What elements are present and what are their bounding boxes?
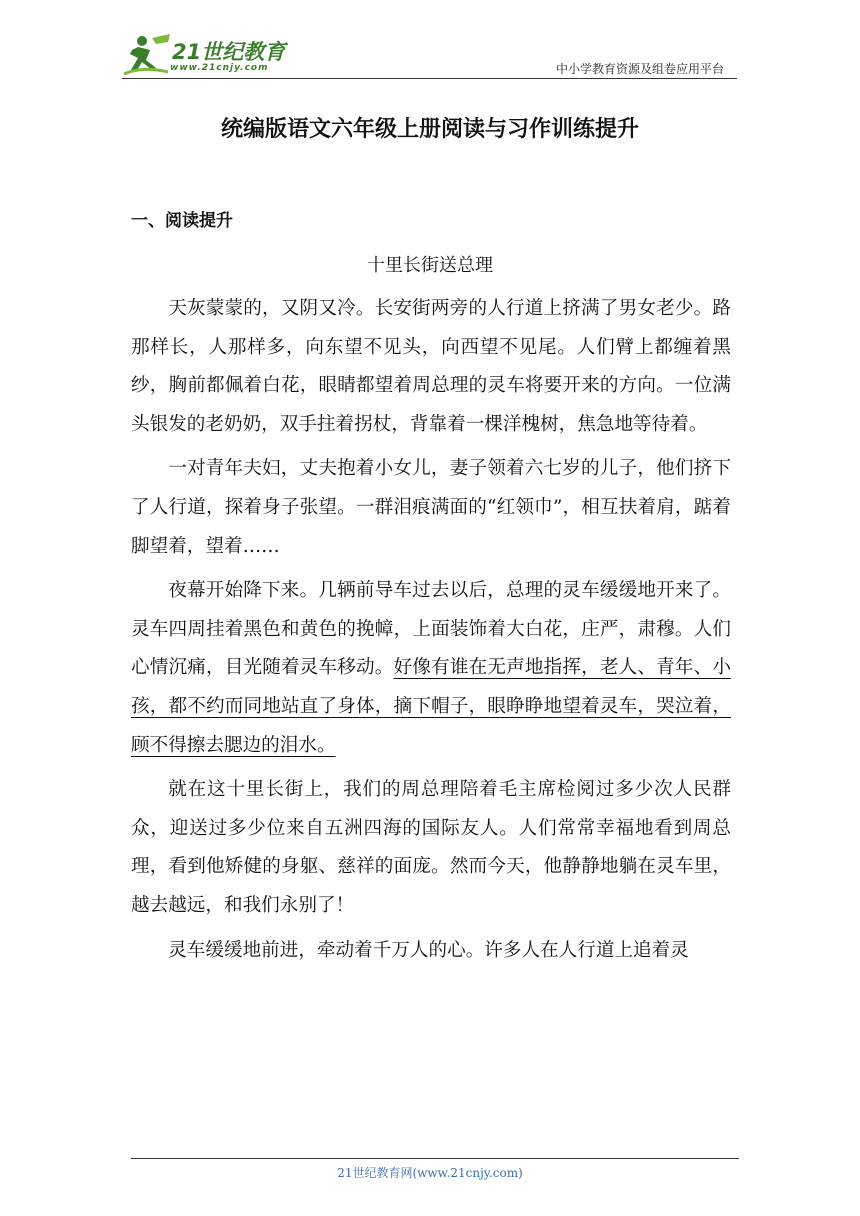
paragraph-2: 一对青年夫妇，丈夫抱着小女儿，妻子领着六七岁的儿子，他们挤下了人行道，探着身子张望。一群泪痕满面的“红领巾”，相互扶着肩，踮着脚望着，望着……: [131, 458, 731, 557]
platform-label: 中小学教育资源及组卷应用平台: [555, 62, 724, 76]
footer-link[interactable]: 21世纪教育网(www.21cnjy.com): [337, 1166, 523, 1180]
paragraph-3: [131, 572, 731, 765]
footer-divider: [131, 1158, 739, 1159]
logo-url: www.21cnjy.com: [170, 63, 269, 73]
underlined-sentence: 好像有谁在无声地指挥，老人、青年、小孩，都不约而同地站直了身体，摘下帽子，眼睁睁地望着灵车，哭泣着，顾不得擦去腮边的泪水。: [131, 657, 731, 756]
paragraph-5: 灵车缓缓地前进，牵动着千万人的心。许多人在人行道上追着灵: [168, 939, 689, 961]
passage-body: [131, 290, 731, 970]
runner-logo-icon: [122, 32, 172, 78]
paragraph-4: 就在这十里长街上，我们的周总理陪着毛主席检阅过多少次人民群众，迎送过多少位来自五洲四海的国际友人。人们常常幸福地看到周总理，看到他矫健的身躯、慈祥的面庞。然而今天，他静静地躺在灵车里，越去越远，和我们永别了！: [131, 779, 731, 916]
logo-text: 21世纪教育: [172, 40, 286, 64]
paragraph-3-text: 夜幕开始降下来。几辆前导车过去以后，总理的灵车缓缓地开来了。灵车四周挂着黑色和黄色的挽幛，上面装饰着大白花，庄严，肃穆。人们心情沉痛，目光随着灵车移动。: [131, 580, 731, 679]
page-title: 统编版语文六年级上册阅读与习作训练提升: [220, 117, 639, 142]
passage-title: 十里长街送总理: [367, 255, 493, 276]
paragraph-1: 天灰蒙蒙的，又阴又冷。长安街两旁的人行道上挤满了男女老少。路那样长，人那样多，向东望不见头，向西望不见尾。人们臂上都缠着黑纱，胸前都佩着白花，眼睛都望着周总理的灵车将要开来的方向。一位满头银发的老奶奶，双手拄着拐杖，背靠着一棵洋槐树，焦急地等待着。: [131, 298, 731, 435]
section-heading: 一、阅读提升: [131, 211, 233, 231]
site-logo: [122, 32, 292, 78]
page-header: [122, 30, 732, 80]
header-divider: [122, 78, 737, 79]
